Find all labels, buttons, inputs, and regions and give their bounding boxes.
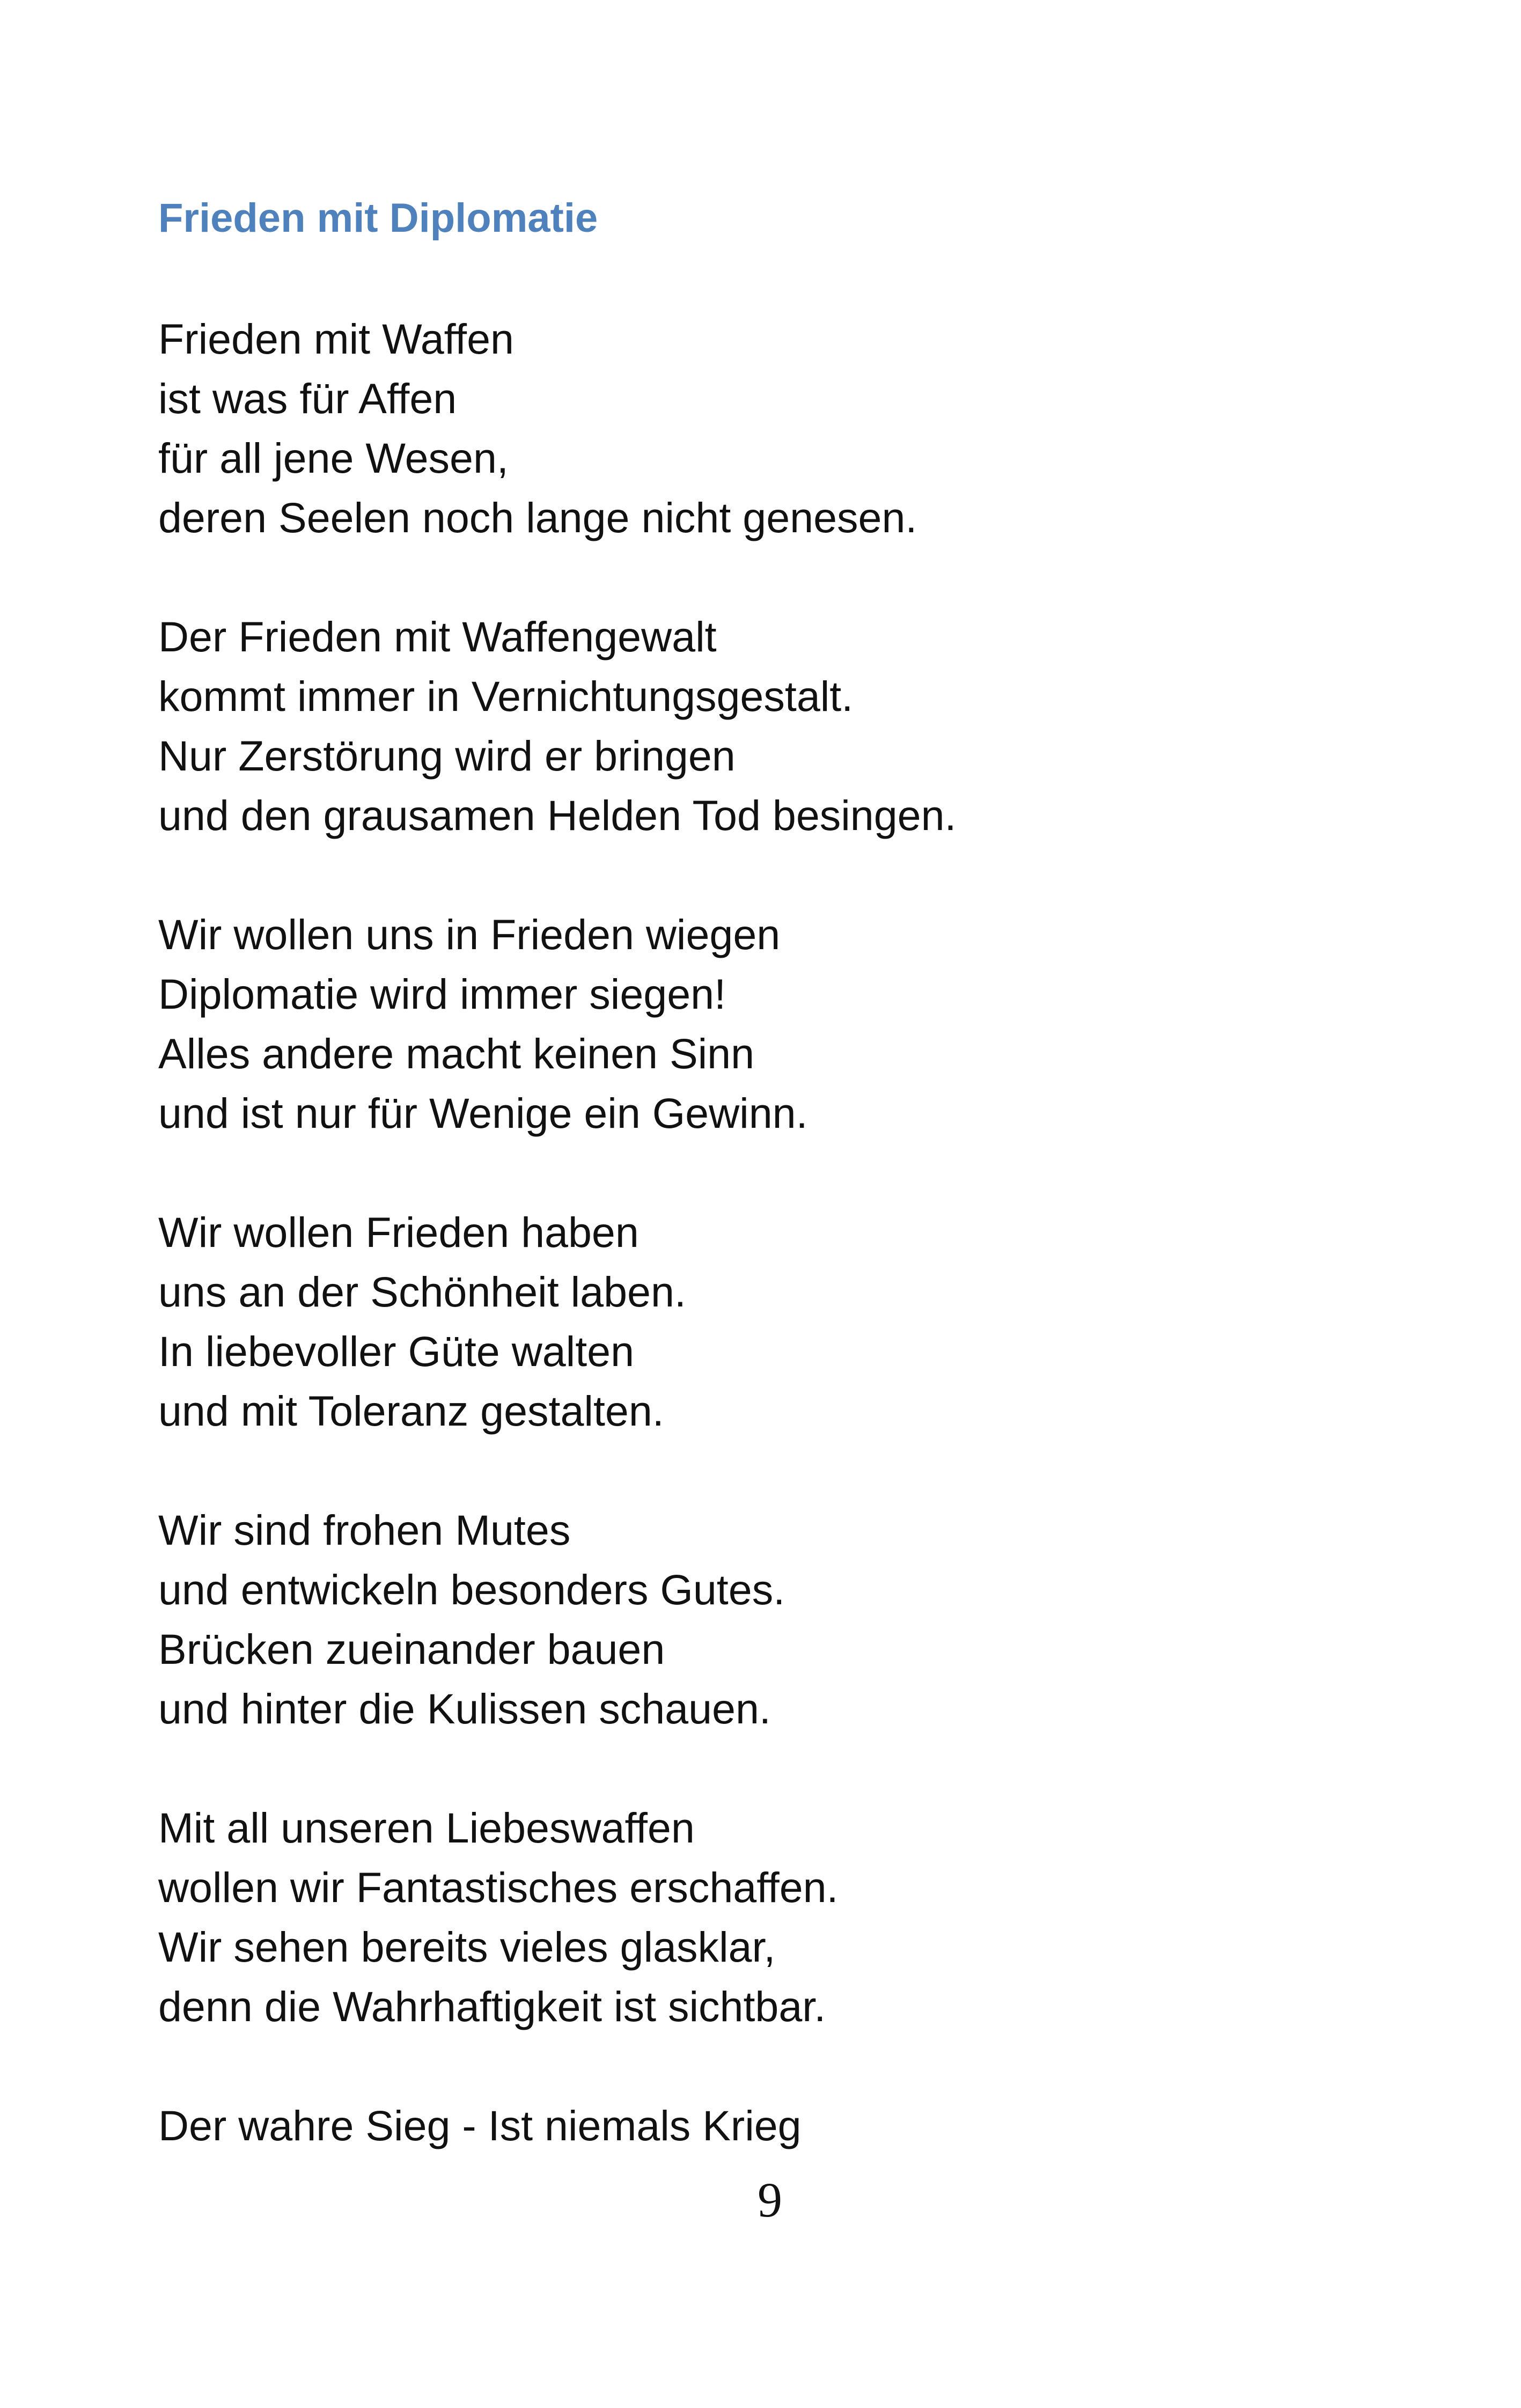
poem-line: wollen wir Fantastisches erschaffen.: [158, 1863, 839, 1911]
poem-line: Wir sehen bereits vieles glasklar,: [158, 1923, 776, 1971]
poem-line: und mit Toleranz gestalten.: [158, 1387, 664, 1435]
poem-body: [158, 309, 1446, 2215]
poem-line: deren Seelen noch lange nicht genesen.: [158, 494, 917, 541]
stanza-4: [158, 1202, 1446, 1441]
poem-line: Nur Zerstörung wird er bringen: [158, 732, 736, 780]
poem-closing-line: Der wahre Sieg - Ist niemals Krieg: [158, 2102, 802, 2149]
poem-title: Frieden mit Diplomatie: [158, 195, 598, 241]
poem-line: und hinter die Kulissen schauen.: [158, 1685, 771, 1732]
poem-line: ist was für Affen: [158, 375, 457, 422]
poem-line: Alles andere macht keinen Sinn: [158, 1030, 755, 1077]
poem-line: Mit all unseren Liebeswaffen: [158, 1804, 695, 1852]
poem-line: Wir wollen uns in Frieden wiegen: [158, 911, 781, 958]
poem-line: und entwickeln besonders Gutes.: [158, 1566, 785, 1613]
poem-line: und den grausamen Helden Tod besingen.: [158, 791, 957, 839]
poem-line: Wir sind frohen Mutes: [158, 1506, 571, 1554]
poem-line: uns an der Schönheit laben.: [158, 1268, 686, 1316]
poem-line: für all jene Wesen,: [158, 434, 509, 482]
stanza-7: [158, 2096, 1446, 2155]
stanza-3: [158, 905, 1446, 1143]
stanza-6: [158, 1798, 1446, 2036]
page-number: 9: [758, 2172, 782, 2227]
stanza-1: [158, 309, 1446, 547]
poem-line: kommt immer in Vernichtungsgestalt.: [158, 672, 854, 720]
poem-line: Brücken zueinander bauen: [158, 1625, 665, 1673]
poem-line: Der Frieden mit Waffengewalt: [158, 613, 717, 660]
poem-line: In liebevoller Güte walten: [158, 1327, 635, 1375]
stanza-2: [158, 607, 1446, 845]
stanza-5: [158, 1500, 1446, 1738]
poem-line: Diplomatie wird immer siegen!: [158, 970, 726, 1018]
poem-line: Frieden mit Waffen: [158, 315, 514, 363]
poem-line: Wir wollen Frieden haben: [158, 1208, 639, 1256]
poem-line: und ist nur für Wenige ein Gewinn.: [158, 1089, 808, 1137]
poem-line: denn die Wahrhaftigkeit ist sichtbar.: [158, 1983, 826, 2030]
